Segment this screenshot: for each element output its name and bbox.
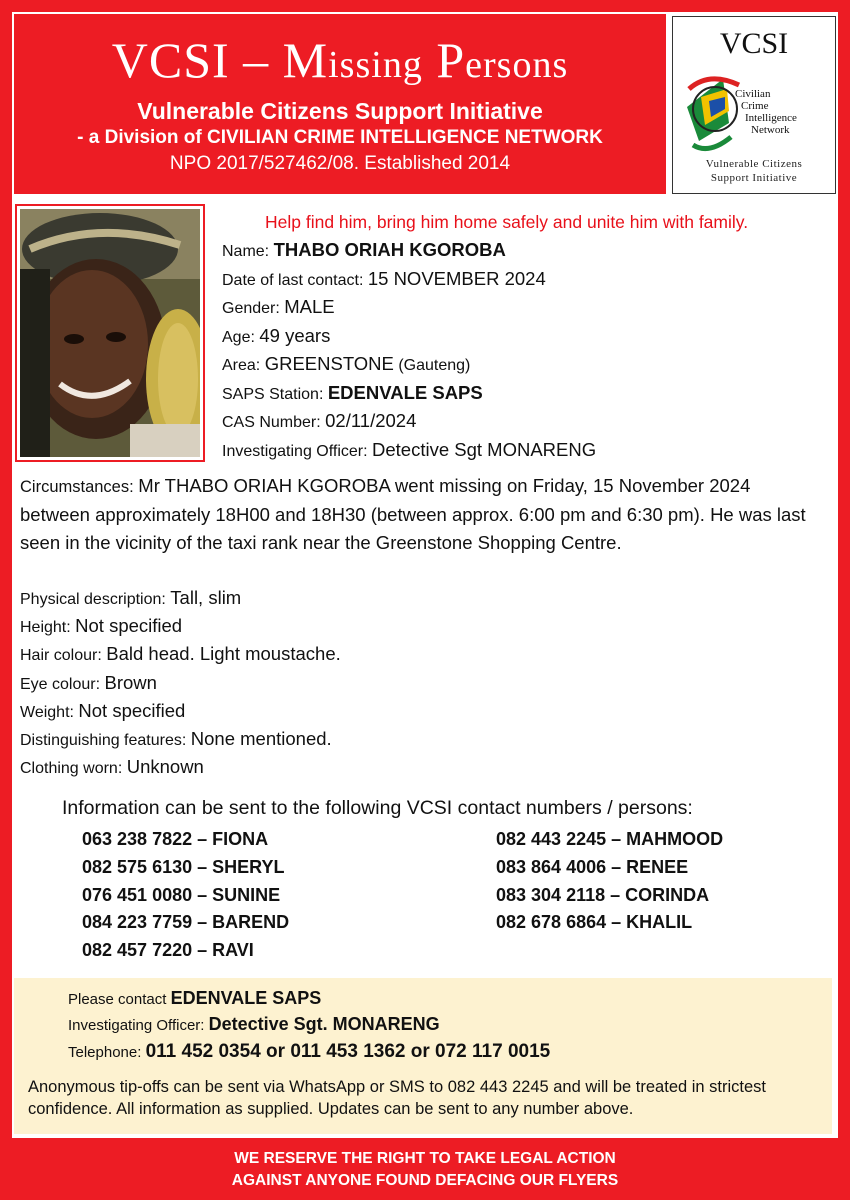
detail-station: SAPS Station: EDENVALE SAPS bbox=[222, 381, 483, 403]
anonymous-tipoff-note: Anonymous tip-offs can be sent via WhatsApp or SMS to 082 443 2245 and will be treated in strictest confidence. All information as supplied. Updates can be sent to any number above. bbox=[28, 1078, 767, 1118]
detail-last-contact: Date of last contact: 15 NOVEMBER 2024 bbox=[222, 267, 546, 289]
circumstances-paragraph: Circumstances: Mr THABO ORIAH KGOROBA went missing on Friday, 15 November 2024 between approximately 18H00 and 18H30 (between approx. 6:00 pm and 6:30 pm). He was last seen in the vicinity of the taxi rank near the Greenstone Shopping Centre. bbox=[20, 475, 806, 553]
contact-entry: 076 451 0080 – SUNINE bbox=[82, 884, 281, 905]
physical-row: Eye colour: Brown bbox=[20, 671, 157, 693]
contact-entry: 084 223 7759 – BAREND bbox=[82, 912, 290, 933]
vcsi-logo bbox=[672, 16, 836, 194]
detail-name: Name: THABO ORIAH KGOROBA bbox=[222, 239, 506, 260]
contacts-left-column bbox=[82, 826, 289, 965]
contact-entry: 083 864 4006 – RENEE bbox=[496, 856, 689, 877]
contact-entry: 082 575 6130 – SHERYL bbox=[82, 856, 285, 877]
detail-area: Area: GREENSTONE (Gauteng) bbox=[222, 353, 471, 374]
logo-network-line-2: Crime bbox=[741, 100, 769, 112]
physical-row: Hair colour: Bald head. Light moustache. bbox=[20, 643, 341, 665]
contact-entry: 082 457 7220 – RAVI bbox=[82, 940, 254, 961]
physical-row: Weight: Not specified bbox=[20, 699, 186, 721]
contact-entry: 082 678 6864 – KHALIL bbox=[496, 912, 693, 933]
police-telephone-line: Telephone: 011 452 0354 or 011 453 1362 or 072 117 0015 bbox=[68, 1041, 551, 1062]
physical-description bbox=[20, 584, 341, 781]
physical-row: Distinguishing features: None mentioned. bbox=[20, 727, 332, 749]
appeal-text: Help find him, bring him home safely and unite him with family. bbox=[265, 212, 749, 232]
flyer-title: VCSI – Missing Persons bbox=[111, 32, 569, 88]
contacts-right-column bbox=[496, 826, 723, 937]
logo-network-line-3: Intelligence bbox=[745, 112, 797, 124]
missing-person-photo bbox=[15, 204, 205, 462]
header-banner bbox=[14, 14, 666, 194]
logo-emblem-icon bbox=[679, 67, 829, 157]
person-portrait-icon bbox=[20, 209, 200, 457]
logo-title: VCSI bbox=[719, 27, 789, 60]
physical-row: Height: Not specified bbox=[20, 615, 183, 637]
logo-network-line-1: Civilian bbox=[735, 88, 771, 100]
detail-age: Age: 49 years bbox=[222, 324, 331, 346]
person-details bbox=[222, 236, 596, 464]
police-officer-line: Investigating Officer: Detective Sgt. MONARENG bbox=[68, 1014, 440, 1034]
police-station-line: Please contact EDENVALE SAPS bbox=[68, 988, 322, 1008]
legal-warning: WE RESERVE THE RIGHT TO TAKE LEGAL ACTION AGAINST ANYONE FOUND DEFACING OUR FLYERS bbox=[231, 1150, 619, 1189]
physical-row: Physical description: Tall, slim bbox=[20, 587, 242, 608]
physical-row: Clothing worn: Unknown bbox=[20, 756, 204, 778]
detail-cas-number: CAS Number: 02/11/2024 bbox=[222, 410, 417, 431]
logo-network-line-4: Network bbox=[751, 124, 790, 136]
division-line: - a Division of CIVILIAN CRIME INTELLIGENCE NETWORK bbox=[77, 127, 603, 148]
contacts-heading: Information can be sent to the following VCSI contact numbers / persons: bbox=[62, 797, 693, 819]
police-contact-panel bbox=[14, 978, 832, 1134]
detail-gender: Gender: MALE bbox=[222, 296, 335, 317]
contact-entry: 063 238 7822 – FIONA bbox=[82, 829, 269, 849]
contact-entry: 082 443 2245 – MAHMOOD bbox=[496, 829, 724, 849]
npo-number: NPO 2017/527462/08. Established 2014 bbox=[169, 153, 511, 174]
logo-subtitle: Vulnerable Citizens Support Initiative bbox=[705, 158, 803, 184]
contact-entry: 083 304 2118 – CORINDA bbox=[496, 884, 710, 905]
org-name: Vulnerable Citizens Support Initiative bbox=[137, 98, 543, 124]
detail-officer: Investigating Officer: Detective Sgt MONARENG bbox=[222, 438, 597, 460]
